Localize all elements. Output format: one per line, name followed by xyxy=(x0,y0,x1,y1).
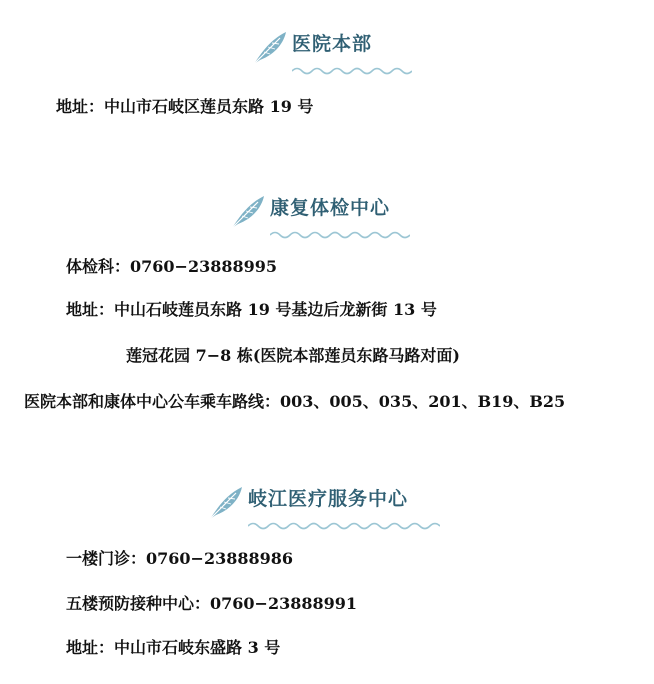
section-heading-rehab xyxy=(228,192,390,232)
qijiang-address: 地址：中山市石岐东盛路 3 号 xyxy=(66,638,281,657)
vaccination-phone: 五楼预防接种中心：0760−23888991 xyxy=(66,594,358,613)
outpatient-phone: 一楼门诊：0760−23888986 xyxy=(66,549,294,568)
feather-icon xyxy=(228,192,268,232)
feather-icon xyxy=(250,28,290,68)
rehab-address-2: 莲冠花园 7−8 栋(医院本部莲员东路马路对面) xyxy=(126,346,460,365)
feather-icon xyxy=(206,483,246,523)
section-heading-qijiang xyxy=(206,483,408,523)
hospital-address: 地址：中山市石岐区莲员东路 19 号 xyxy=(56,97,314,116)
wave-divider xyxy=(270,230,410,240)
wave-divider xyxy=(292,66,412,76)
section-title: 康复体检中心 xyxy=(270,197,391,219)
rehab-phone: 体检科：0760−23888995 xyxy=(66,257,278,276)
section-title: 岐江医疗服务中心 xyxy=(248,488,409,510)
wave-divider xyxy=(248,521,440,531)
section-title: 医院本部 xyxy=(292,33,373,55)
section-heading-hospital xyxy=(250,28,372,68)
bus-routes: 医院本部和康体中心公车乘车路线：003、005、035、201、B19、B25 xyxy=(24,392,566,411)
rehab-address: 地址：中山石岐莲员东路 19 号基边后龙新街 13 号 xyxy=(66,300,437,319)
